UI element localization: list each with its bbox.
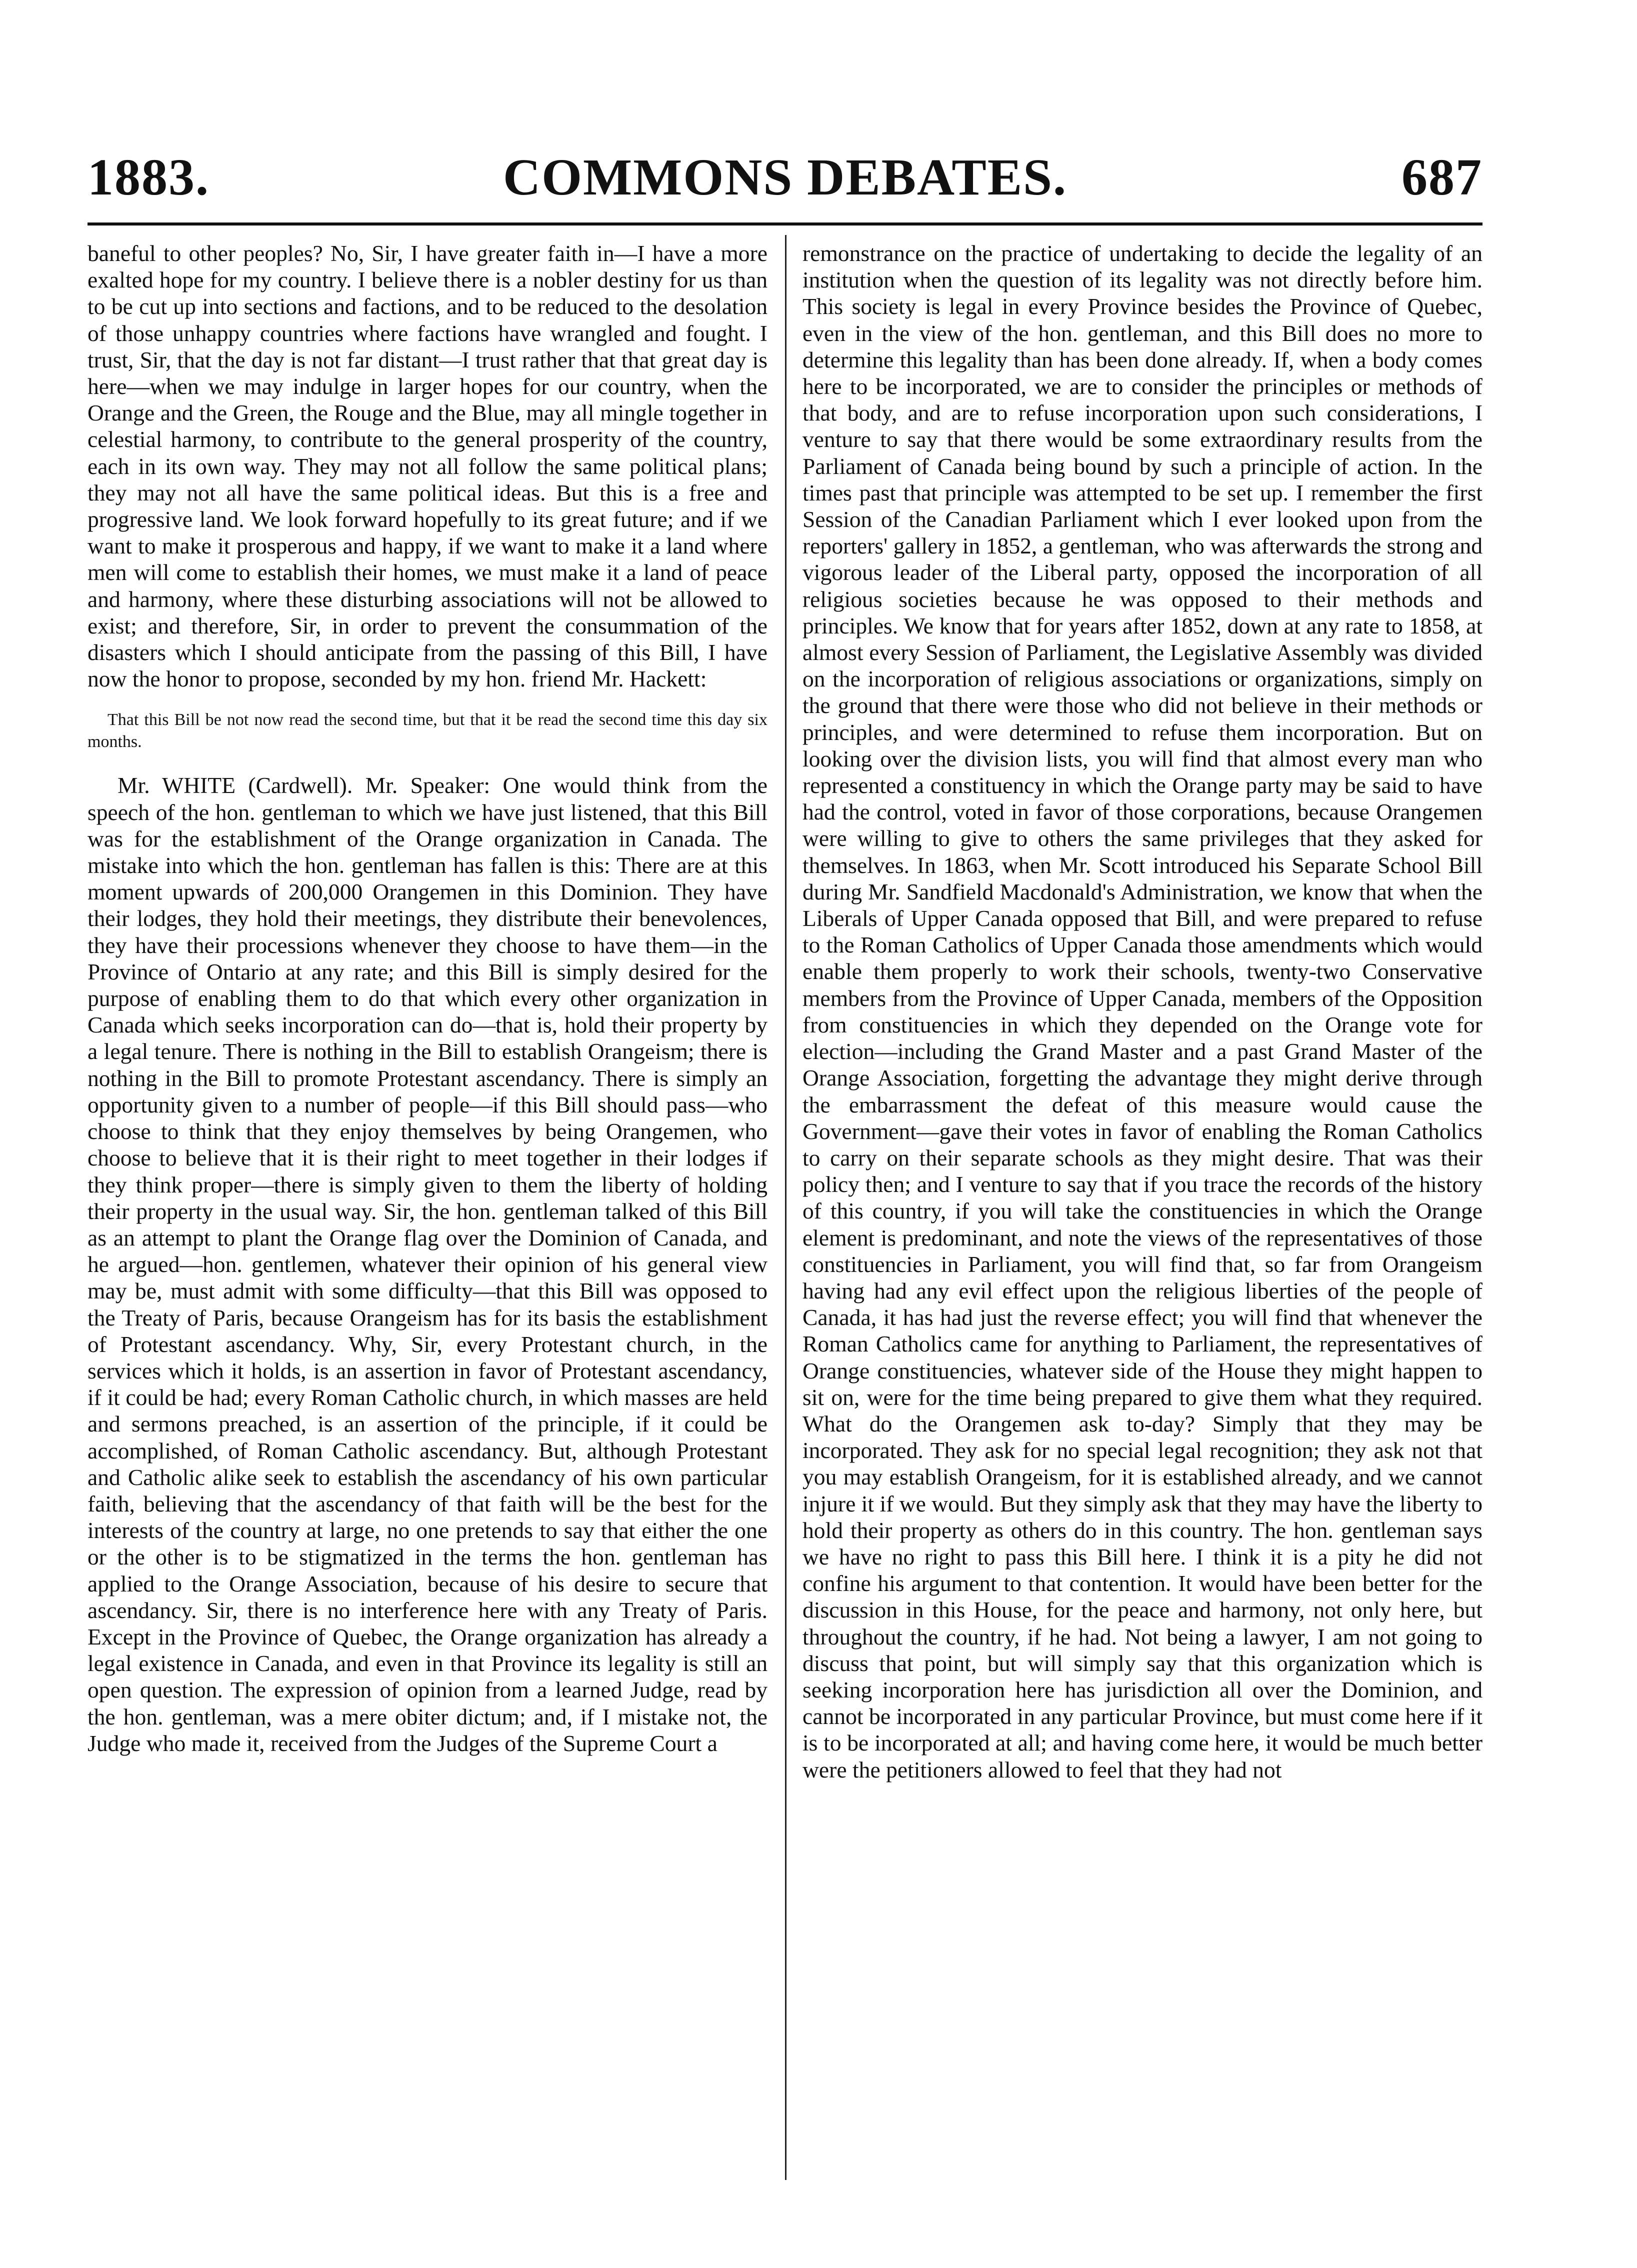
- motion-text: That this Bill be not now read the second time, but that it be read the second time this day six months.: [88, 710, 768, 752]
- header-year: 1883.: [88, 148, 210, 206]
- left-paragraph-2: Mr. WHITE (Cardwell). Mr. Speaker: One would think from the speech of the hon. gentleman to which we have just listened, that this Bill was for the establishment of the Orange organization in Canada. The mistake into which the hon. gentleman has fallen is this: There are at this moment upwards of 200,000 Orangemen in this Dominion. They have their lodges, they hold their meetings, they distribute their benevolences, they have their processions whenever they choose to have them—in the Province of Ontario at any rate; and this Bill is simply desired for the purpose of enabling them to do that which every other organization in Canada which seeks incorporation can do—that is, hold their property by a legal tenure. There is nothing in the Bill to establish Orangeism; there is nothing in the Bill to promote Protestant ascendancy. There is simply an opportunity given to a number of people—if this Bill should pass—who choose to think that they enjoy themselves by being Orangemen, who choose to believe that it is their right to meet together in their lodges if they think proper—there is simply given to them the liberty of holding their property in the usual way. Sir, the hon. gentleman talked of this Bill as an attempt to plant the Orange flag over the Dominion of Canada, and he argued—hon. gentlemen, whatever their opinion of his general view may be, must admit with some difficulty—that this Bill was opposed to the Treaty of Paris, because Orangeism has for its basis the establishment of Protestant ascendancy. Why, Sir, every Protestant church, in the services which it holds, is an assertion in favor of Protestant ascendancy, if it could be had; every Roman Catholic church, in which masses are held and sermons preached, is an assertion of the principle, if it could be accomplished, of Roman Catholic ascendancy. But, although Protestant and Catholic alike seek to establish the ascendancy of his own particular faith, believing that the ascendancy of that faith will be the best for the interests of the country at large, no one pretends to say that either the one or the other is to be stigmatized in the terms the hon. gentleman has applied to the Orange Association, because of his desire to secure that ascendancy. Sir, there is no interference here with any Treaty of Paris. Except in the Province of Quebec, the Orange organization has already a legal existence in Canada, and even in that Province its legality is still an open question. The expression of opinion from a learned Judge, read by the hon. gentleman, was a mere obiter dictum; and, if I mistake not, the Judge who made it, received from the Judges of the Supreme Court a: [88, 772, 768, 1756]
- right-column: [802, 240, 1482, 2180]
- header-rule: [88, 222, 1482, 226]
- page-header: [88, 145, 1482, 210]
- right-paragraph-1: remonstrance on the practice of undertaking to decide the legality of an institution when the question of its legality was not directly before him. This society is legal in every Province besides the Province of Quebec, even in the view of the hon. gentleman, and this Bill does no more to determine this legality than has been done already. If, when a body comes here to be incorporated, we are to consider the principles or methods of that body, and are to refuse incorporation upon such considerations, I venture to say that there would be some extraordinary results from the Parliament of Canada being bound by such a principle of action. In the times past that principle was attempted to be set up. I remember the first Session of the Canadian Parliament which I ever looked upon from the reporters' gallery in 1852, a gentleman, who was afterwards the strong and vigorous leader of the Liberal party, opposed the incorporation of all religious societies because he was opposed to their methods and principles. We know that for years after 1852, down at any rate to 1858, at almost every Session of Parliament, the Legislative Assembly was divided on the incorporation of religious associations or organizations, simply on the ground that there were those who did not believe in their methods or principles, and were determined to refuse them incorporation. But on looking over the division lists, you will find that almost every man who represented a constituency in which the Orange party may be said to have had the control, voted in favor of those corporations, because Orangemen were willing to give to others the same privileges that they asked for themselves. In 1863, when Mr. Scott introduced his Separate School Bill during Mr. Sandfield Macdonald's Administration, we know that when the Liberals of Upper Canada opposed that Bill, and were prepared to refuse to the Roman Catholics of Upper Canada those amendments which would enable them properly to work their schools, twenty-two Conservative members from the Province of Upper Canada, members of the Opposition from constituencies in which they depended on the Orange vote for election—including the Grand Master and a past Grand Master of the Orange Association, forgetting the advantage they might derive through the embarrassment the defeat of this measure would cause the Government—gave their votes in favor of enabling the Roman Catholics to carry on their separate schools as they might desire. That was their policy then; and I venture to say that if you trace the records of the history of this country, if you will take the constituencies in which the Orange element is predominant, and note the views of the representatives of those constituencies in Parliament, you will find that, so far from Orangeism having had any evil effect upon the religious liberties of the people of Canada, it has had just the reverse effect; you will find that whenever the Roman Catholics came for anything to Parliament, the representatives of Orange constituencies, whatever side of the House they might happen to sit on, were for the time being prepared to give them what they required. What do the Orangemen ask to-day? Simply that they may be incorporated. They ask for no special legal recognition; they ask not that you may establish Orangeism, for it is established already, and we cannot injure it if we would. But they simply ask that they may have the liberty to hold their property as others do in this country. The hon. gentleman says we have no right to pass this Bill here. I think it is a pity he did not confine his argument to that contention. It would have been better for the discussion in this House, for the peace and harmony, not only here, but throughout the country, if he had. Not being a lawyer, I am not going to discuss that point, but will simply say that this organization which is seeking incorporation here has jurisdiction all over the Dominion, and cannot be incorporated in any particular Province, but must come here if it is to be incorporated at all; and having come here, it would be much better were the petitioners allowed to feel that they had not: [802, 240, 1482, 1782]
- left-column: [88, 240, 768, 2180]
- header-title: COMMONS DEBATES.: [503, 148, 1067, 206]
- left-paragraph-1: baneful to other peoples? No, Sir, I have greater faith in—I have a more exalted hope for my country. I believe there is a nobler destiny for us than to be cut up into sections and factions, and to be reduced to the desolation of those unhappy countries where factions have wrangled and fought. I trust, Sir, that the day is not far distant—I trust rather that that great day is here—when we may indulge in larger hopes for our country, when the Orange and the Green, the Rouge and the Blue, may all mingle together in celestial harmony, to contribute to the general prosperity of the country, each in its own way. They may not all follow the same political plans; they may not all have the same political ideas. But this is a free and progressive land. We look forward hopefully to its great future; and if we want to make it prosperous and happy, if we want to make it a land where men will come to establish their homes, we must make it a land of peace and harmony, where these disturbing associations will not be allowed to exist; and therefore, Sir, in order to prevent the consummation of the disasters which I should anticipate from the passing of this Bill, I have now the honor to propose, seconded by my hon. friend Mr. Hackett:: [88, 240, 768, 692]
- column-divider: [785, 235, 786, 2180]
- header-page-number: 687: [1402, 148, 1482, 206]
